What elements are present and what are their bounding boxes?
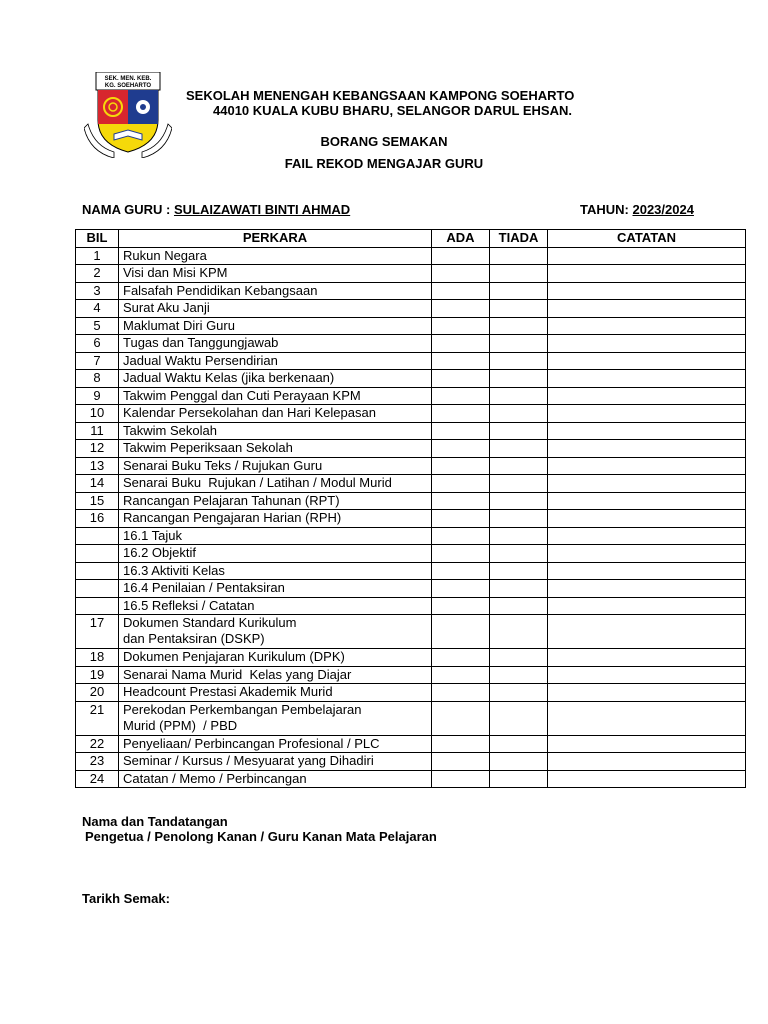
checklist-table xyxy=(75,229,746,788)
table-row xyxy=(76,597,746,615)
row-tiada-cell[interactable] xyxy=(490,527,548,545)
table-row xyxy=(76,753,746,771)
row-number xyxy=(76,562,119,580)
row-number: 4 xyxy=(76,300,119,318)
table-row xyxy=(76,405,746,423)
table-header-row xyxy=(76,230,746,248)
table-row xyxy=(76,265,746,283)
table-row xyxy=(76,387,746,405)
row-tiada-cell[interactable] xyxy=(490,684,548,702)
table-row xyxy=(76,422,746,440)
row-catatan-cell[interactable] xyxy=(548,597,746,615)
teacher-name-value: SULAIZAWATI BINTI AHMAD xyxy=(173,202,351,217)
row-catatan-cell[interactable] xyxy=(548,649,746,667)
table-row xyxy=(76,317,746,335)
row-item: Rancangan Pelajaran Tahunan (RPT) xyxy=(119,492,432,510)
row-item: Visi dan Misi KPM xyxy=(119,265,432,283)
row-number xyxy=(76,580,119,598)
row-item: Takwim Penggal dan Cuti Perayaan KPM xyxy=(119,387,432,405)
row-ada-cell[interactable] xyxy=(432,666,490,684)
row-tiada-cell[interactable] xyxy=(490,701,548,735)
row-catatan-cell[interactable] xyxy=(548,405,746,423)
row-tiada-cell[interactable] xyxy=(490,282,548,300)
row-item: Rukun Negara xyxy=(119,247,432,265)
row-catatan-cell[interactable] xyxy=(548,684,746,702)
row-tiada-cell[interactable] xyxy=(490,405,548,423)
row-tiada-cell[interactable] xyxy=(490,475,548,493)
row-tiada-cell[interactable] xyxy=(490,247,548,265)
row-number: 22 xyxy=(76,735,119,753)
row-tiada-cell[interactable] xyxy=(490,387,548,405)
col-header-catatan: CATATAN xyxy=(548,230,746,248)
year-value: 2023/2024 xyxy=(632,202,694,217)
row-catatan-cell[interactable] xyxy=(548,422,746,440)
table-row xyxy=(76,649,746,667)
row-item: 16.4 Penilaian / Pentaksiran xyxy=(119,580,432,598)
row-ada-cell[interactable] xyxy=(432,457,490,475)
row-catatan-cell[interactable] xyxy=(548,735,746,753)
row-number: 8 xyxy=(76,370,119,388)
row-catatan-cell[interactable] xyxy=(548,666,746,684)
row-ada-cell[interactable] xyxy=(432,597,490,615)
table-row xyxy=(76,615,746,649)
row-number: 10 xyxy=(76,405,119,423)
school-name: SEKOLAH MENENGAH KEBANGSAAN KAMPONG SOEHARTO xyxy=(186,88,575,103)
row-item: Perekodan Perkembangan Pembelajaran Murid (PPM) / PBD xyxy=(119,701,432,735)
row-number xyxy=(76,597,119,615)
row-catatan-cell[interactable] xyxy=(548,282,746,300)
row-ada-cell[interactable] xyxy=(432,405,490,423)
row-number: 6 xyxy=(76,335,119,353)
row-number: 9 xyxy=(76,387,119,405)
row-ada-cell[interactable] xyxy=(432,701,490,735)
row-tiada-cell[interactable] xyxy=(490,649,548,667)
table-row xyxy=(76,282,746,300)
row-catatan-cell[interactable] xyxy=(548,475,746,493)
row-number: 11 xyxy=(76,422,119,440)
row-catatan-cell[interactable] xyxy=(548,265,746,283)
row-ada-cell[interactable] xyxy=(432,317,490,335)
row-tiada-cell[interactable] xyxy=(490,666,548,684)
table-row xyxy=(76,666,746,684)
row-ada-cell[interactable] xyxy=(432,545,490,563)
table-row xyxy=(76,492,746,510)
row-catatan-cell[interactable] xyxy=(548,580,746,598)
table-row xyxy=(76,475,746,493)
row-ada-cell[interactable] xyxy=(432,580,490,598)
row-tiada-cell[interactable] xyxy=(490,597,548,615)
row-number xyxy=(76,527,119,545)
row-item: Falsafah Pendidikan Kebangsaan xyxy=(119,282,432,300)
row-number: 7 xyxy=(76,352,119,370)
row-number xyxy=(76,545,119,563)
row-tiada-cell[interactable] xyxy=(490,580,548,598)
row-item: Seminar / Kursus / Mesyuarat yang Dihadiri xyxy=(119,753,432,771)
row-item: Jadual Waktu Kelas (jika berkenaan) xyxy=(119,370,432,388)
row-item: 16.5 Refleksi / Catatan xyxy=(119,597,432,615)
row-ada-cell[interactable] xyxy=(432,370,490,388)
row-item: Rancangan Pengajaran Harian (RPH) xyxy=(119,510,432,528)
row-ada-cell[interactable] xyxy=(432,282,490,300)
table-row xyxy=(76,335,746,353)
table-row xyxy=(76,770,746,788)
row-catatan-cell[interactable] xyxy=(548,770,746,788)
row-item: Kalendar Persekolahan dan Hari Kelepasan xyxy=(119,405,432,423)
row-number: 12 xyxy=(76,440,119,458)
row-ada-cell[interactable] xyxy=(432,562,490,580)
row-number: 21 xyxy=(76,701,119,735)
row-number: 2 xyxy=(76,265,119,283)
row-tiada-cell[interactable] xyxy=(490,317,548,335)
row-number: 24 xyxy=(76,770,119,788)
row-catatan-cell[interactable] xyxy=(548,527,746,545)
row-tiada-cell[interactable] xyxy=(490,545,548,563)
row-item: Maklumat Diri Guru xyxy=(119,317,432,335)
year-row xyxy=(580,202,694,217)
row-item: Headcount Prestasi Akademik Murid xyxy=(119,684,432,702)
row-ada-cell[interactable] xyxy=(432,335,490,353)
table-row xyxy=(76,247,746,265)
row-item: Senarai Buku Teks / Rujukan Guru xyxy=(119,457,432,475)
row-number: 3 xyxy=(76,282,119,300)
row-number: 16 xyxy=(76,510,119,528)
row-ada-cell[interactable] xyxy=(432,352,490,370)
row-item: Takwim Sekolah xyxy=(119,422,432,440)
row-number: 1 xyxy=(76,247,119,265)
row-catatan-cell[interactable] xyxy=(548,300,746,318)
row-item: Penyeliaan/ Perbincangan Profesional / PLC xyxy=(119,735,432,753)
row-item: Surat Aku Janji xyxy=(119,300,432,318)
row-tiada-cell[interactable] xyxy=(490,265,548,283)
row-tiada-cell[interactable] xyxy=(490,753,548,771)
row-catatan-cell[interactable] xyxy=(548,562,746,580)
check-date-label: Tarikh Semak: xyxy=(82,891,170,906)
table-row xyxy=(76,510,746,528)
row-ada-cell[interactable] xyxy=(432,422,490,440)
row-catatan-cell[interactable] xyxy=(548,753,746,771)
teacher-name-label: NAMA GURU : xyxy=(82,202,171,217)
row-catatan-cell[interactable] xyxy=(548,387,746,405)
row-catatan-cell[interactable] xyxy=(548,701,746,735)
row-catatan-cell[interactable] xyxy=(548,440,746,458)
table-row xyxy=(76,580,746,598)
row-ada-cell[interactable] xyxy=(432,510,490,528)
form-title: BORANG SEMAKAN xyxy=(320,134,448,149)
row-item: Senarai Nama Murid Kelas yang Diajar xyxy=(119,666,432,684)
row-tiada-cell[interactable] xyxy=(490,440,548,458)
signature-roles: Pengetua / Penolong Kanan / Guru Kanan Mata Pelajaran xyxy=(85,829,437,844)
row-tiada-cell[interactable] xyxy=(490,335,548,353)
row-item: Dokumen Penjajaran Kurikulum (DPK) xyxy=(119,649,432,667)
row-tiada-cell[interactable] xyxy=(490,492,548,510)
row-catatan-cell[interactable] xyxy=(548,335,746,353)
row-item: Catatan / Memo / Perbincangan xyxy=(119,770,432,788)
row-tiada-cell[interactable] xyxy=(490,615,548,649)
row-number: 23 xyxy=(76,753,119,771)
form-subtitle: FAIL REKOD MENGAJAR GURU xyxy=(284,156,484,171)
row-ada-cell[interactable] xyxy=(432,440,490,458)
row-tiada-cell[interactable] xyxy=(490,422,548,440)
row-catatan-cell[interactable] xyxy=(548,247,746,265)
row-number: 19 xyxy=(76,666,119,684)
row-tiada-cell[interactable] xyxy=(490,300,548,318)
row-item: 16.2 Objektif xyxy=(119,545,432,563)
table-row xyxy=(76,300,746,318)
row-catatan-cell[interactable] xyxy=(548,492,746,510)
row-number: 20 xyxy=(76,684,119,702)
row-catatan-cell[interactable] xyxy=(548,510,746,528)
row-ada-cell[interactable] xyxy=(432,649,490,667)
table-row xyxy=(76,735,746,753)
row-tiada-cell[interactable] xyxy=(490,770,548,788)
row-number: 17 xyxy=(76,615,119,649)
row-ada-cell[interactable] xyxy=(432,265,490,283)
table-row xyxy=(76,527,746,545)
row-ada-cell[interactable] xyxy=(432,735,490,753)
col-header-bil: BIL xyxy=(76,230,119,248)
row-catatan-cell[interactable] xyxy=(548,545,746,563)
col-header-perkara: PERKARA xyxy=(119,230,432,248)
table-row xyxy=(76,701,746,735)
svg-text:KG. SOEHARTO: KG. SOEHARTO xyxy=(104,83,152,89)
table-row xyxy=(76,370,746,388)
row-ada-cell[interactable] xyxy=(432,475,490,493)
row-number: 15 xyxy=(76,492,119,510)
row-item: Dokumen Standard Kurikulum dan Pentaksiran (DSKP) xyxy=(119,615,432,649)
row-ada-cell[interactable] xyxy=(432,247,490,265)
row-item: 16.3 Aktiviti Kelas xyxy=(119,562,432,580)
table-row xyxy=(76,440,746,458)
row-ada-cell[interactable] xyxy=(432,615,490,649)
col-header-ada: ADA xyxy=(432,230,490,248)
row-catatan-cell[interactable] xyxy=(548,352,746,370)
row-ada-cell[interactable] xyxy=(432,300,490,318)
row-tiada-cell[interactable] xyxy=(490,370,548,388)
row-ada-cell[interactable] xyxy=(432,387,490,405)
row-number: 13 xyxy=(76,457,119,475)
table-row xyxy=(76,684,746,702)
teacher-name-row xyxy=(82,202,350,217)
row-item: Tugas dan Tanggungjawab xyxy=(119,335,432,353)
row-tiada-cell[interactable] xyxy=(490,562,548,580)
row-catatan-cell[interactable] xyxy=(548,370,746,388)
row-ada-cell[interactable] xyxy=(432,527,490,545)
svg-text:SEK. MEN. KEB.: SEK. MEN. KEB. xyxy=(104,76,152,82)
row-number: 18 xyxy=(76,649,119,667)
row-catatan-cell[interactable] xyxy=(548,317,746,335)
row-item: Takwim Peperiksaan Sekolah xyxy=(119,440,432,458)
row-item: Jadual Waktu Persendirian xyxy=(119,352,432,370)
table-row xyxy=(76,457,746,475)
row-ada-cell[interactable] xyxy=(432,770,490,788)
table-row xyxy=(76,562,746,580)
row-number: 14 xyxy=(76,475,119,493)
row-item: 16.1 Tajuk xyxy=(119,527,432,545)
row-tiada-cell[interactable] xyxy=(490,510,548,528)
table-row xyxy=(76,352,746,370)
row-item: Senarai Buku Rujukan / Latihan / Modul Murid xyxy=(119,475,432,493)
row-tiada-cell[interactable] xyxy=(490,735,548,753)
row-ada-cell[interactable] xyxy=(432,492,490,510)
row-ada-cell[interactable] xyxy=(432,684,490,702)
row-catatan-cell[interactable] xyxy=(548,457,746,475)
row-tiada-cell[interactable] xyxy=(490,352,548,370)
row-catatan-cell[interactable] xyxy=(548,615,746,649)
table-row xyxy=(76,545,746,563)
row-tiada-cell[interactable] xyxy=(490,457,548,475)
year-label: TAHUN: xyxy=(580,202,629,217)
row-number: 5 xyxy=(76,317,119,335)
row-ada-cell[interactable] xyxy=(432,753,490,771)
signature-label: Nama dan Tandatangan xyxy=(82,814,228,829)
school-address: 44010 KUALA KUBU BHARU, SELANGOR DARUL EHSAN. xyxy=(213,103,572,118)
col-header-tiada: TIADA xyxy=(490,230,548,248)
